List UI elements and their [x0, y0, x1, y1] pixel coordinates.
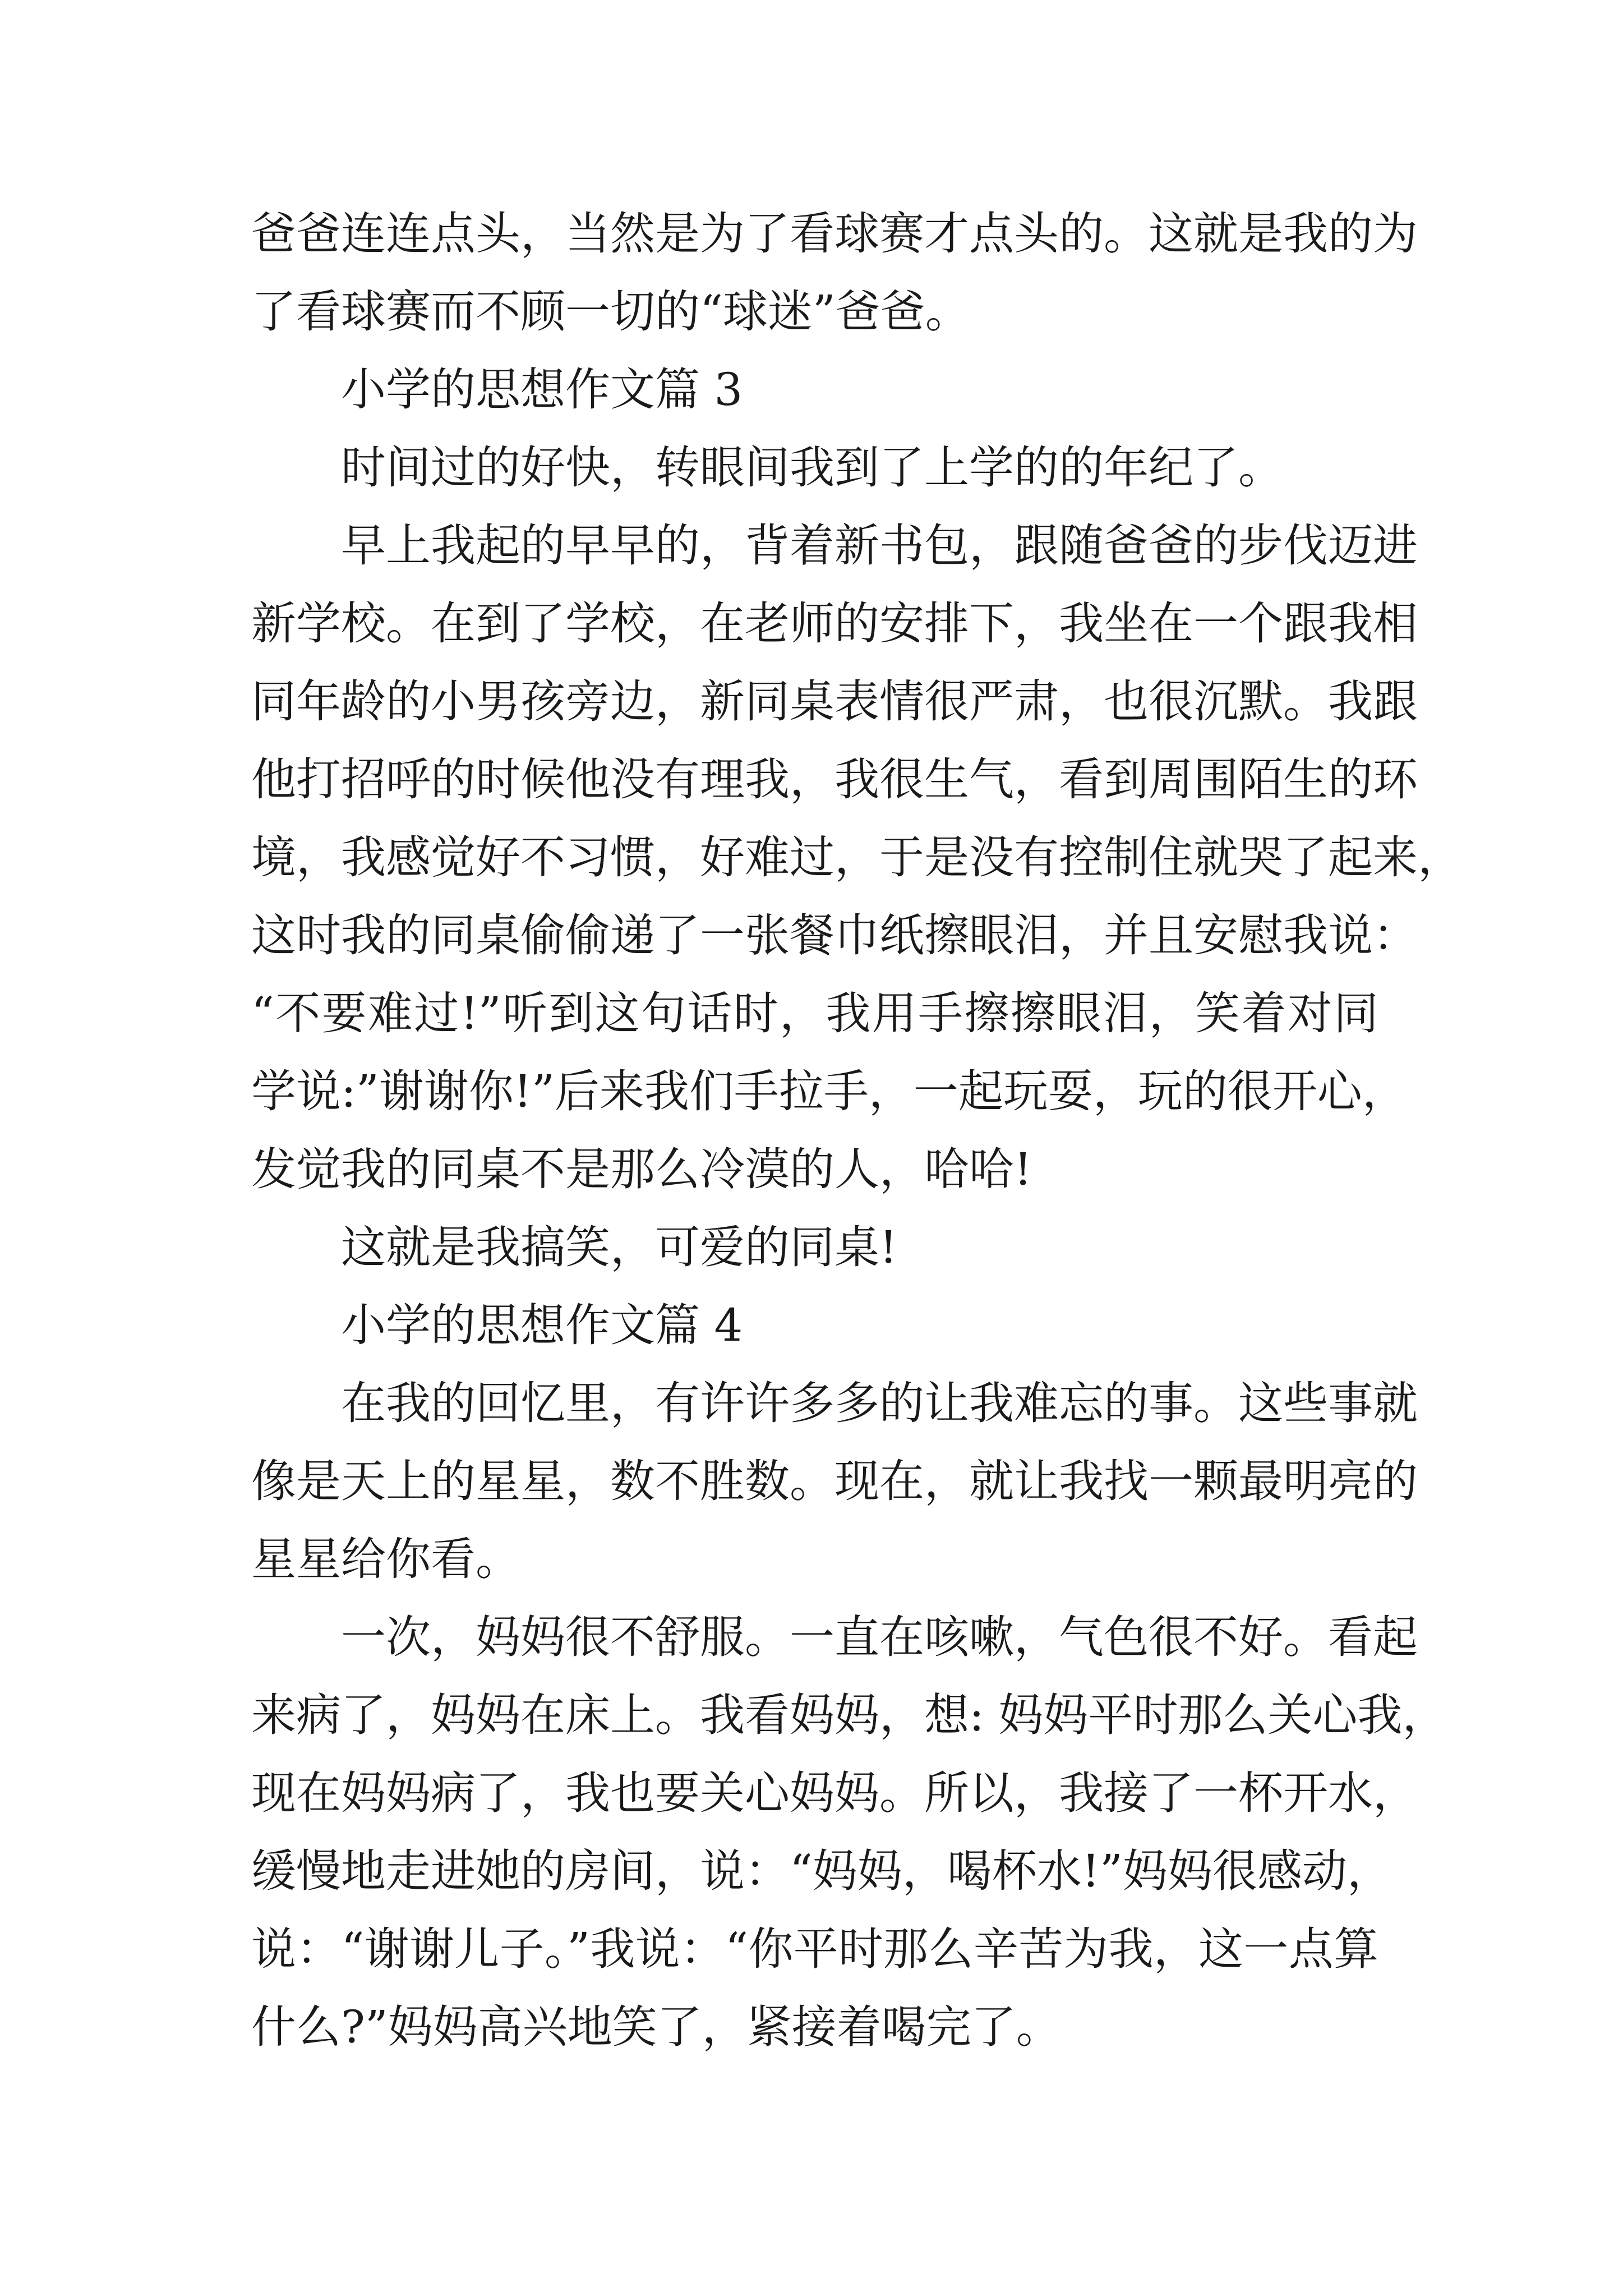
text-line: 爸爸连连点头，当然是为了看球赛才点头的。这就是我的为 [251, 208, 1418, 260]
section-heading: 小学的思想作文篇 3 [341, 364, 743, 416]
text-line: 学说:”谢谢你!”后来我们手拉手，一起玩耍，玩的很开心， [251, 1065, 1407, 1117]
text-line: 这就是我搞笑，可爱的同桌! [341, 1221, 898, 1273]
text-line: 他打招呼的时候他没有理我，我很生气，看到周围陌生的环 [251, 753, 1418, 806]
text-line: 来病了，妈妈在床上。我看妈妈，想: 妈妈平时那么关心我， [251, 1689, 1447, 1741]
text-line: 发觉我的同桌不是那么冷漠的人，哈哈! [251, 1143, 1032, 1195]
text-line: 现在妈妈病了，我也要关心妈妈。所以，我接了一杯开水， [251, 1767, 1418, 1819]
text-line: 早上我起的早早的，背着新书包，跟随爸爸的步伐迈进 [341, 519, 1418, 572]
section-heading: 小学的思想作文篇 4 [341, 1299, 743, 1351]
text-line: 这时我的同桌偷偷递了一张餐巾纸擦眼泪，并且安慰我说： [251, 909, 1418, 961]
text-line: 了看球赛而不顾一切的“球迷”爸爸。 [251, 286, 970, 338]
text-line: 说：“谢谢儿子。”我说：“你平时那么辛苦为我，这一点算 [251, 1923, 1378, 1975]
text-line: 境，我感觉好不习惯，好难过，于是没有控制住就哭了起来， [251, 831, 1463, 884]
text-line: 像是天上的星星，数不胜数。现在，就让我找一颗最明亮的 [251, 1455, 1418, 1507]
text-line: 在我的回忆里，有许许多多的让我难忘的事。这些事就 [341, 1377, 1418, 1429]
text-line: “不要难过!”听到这句话时，我用手擦擦眼泪，笑着对同 [251, 987, 1378, 1039]
text-line: 时间过的好快，转眼间我到了上学的的年纪了。 [341, 441, 1283, 494]
text-line: 一次，妈妈很不舒服。一直在咳嗽，气色很不好。看起 [341, 1611, 1418, 1663]
text-line: 星星给你看。 [251, 1533, 520, 1585]
text-line: 什么?”妈妈高兴地笑了，紧接着喝完了。 [251, 2001, 1061, 2053]
text-line: 新学校。在到了学校，在老师的安排下，我坐在一个跟我相 [251, 597, 1418, 650]
text-line: 同年龄的小男孩旁边，新同桌表情很严肃，也很沉默。我跟 [251, 675, 1418, 728]
text-line: 缓慢地走进她的房间，说：“妈妈，喝杯水!”妈妈很感动， [251, 1845, 1392, 1897]
document-body [251, 195, 1463, 2066]
